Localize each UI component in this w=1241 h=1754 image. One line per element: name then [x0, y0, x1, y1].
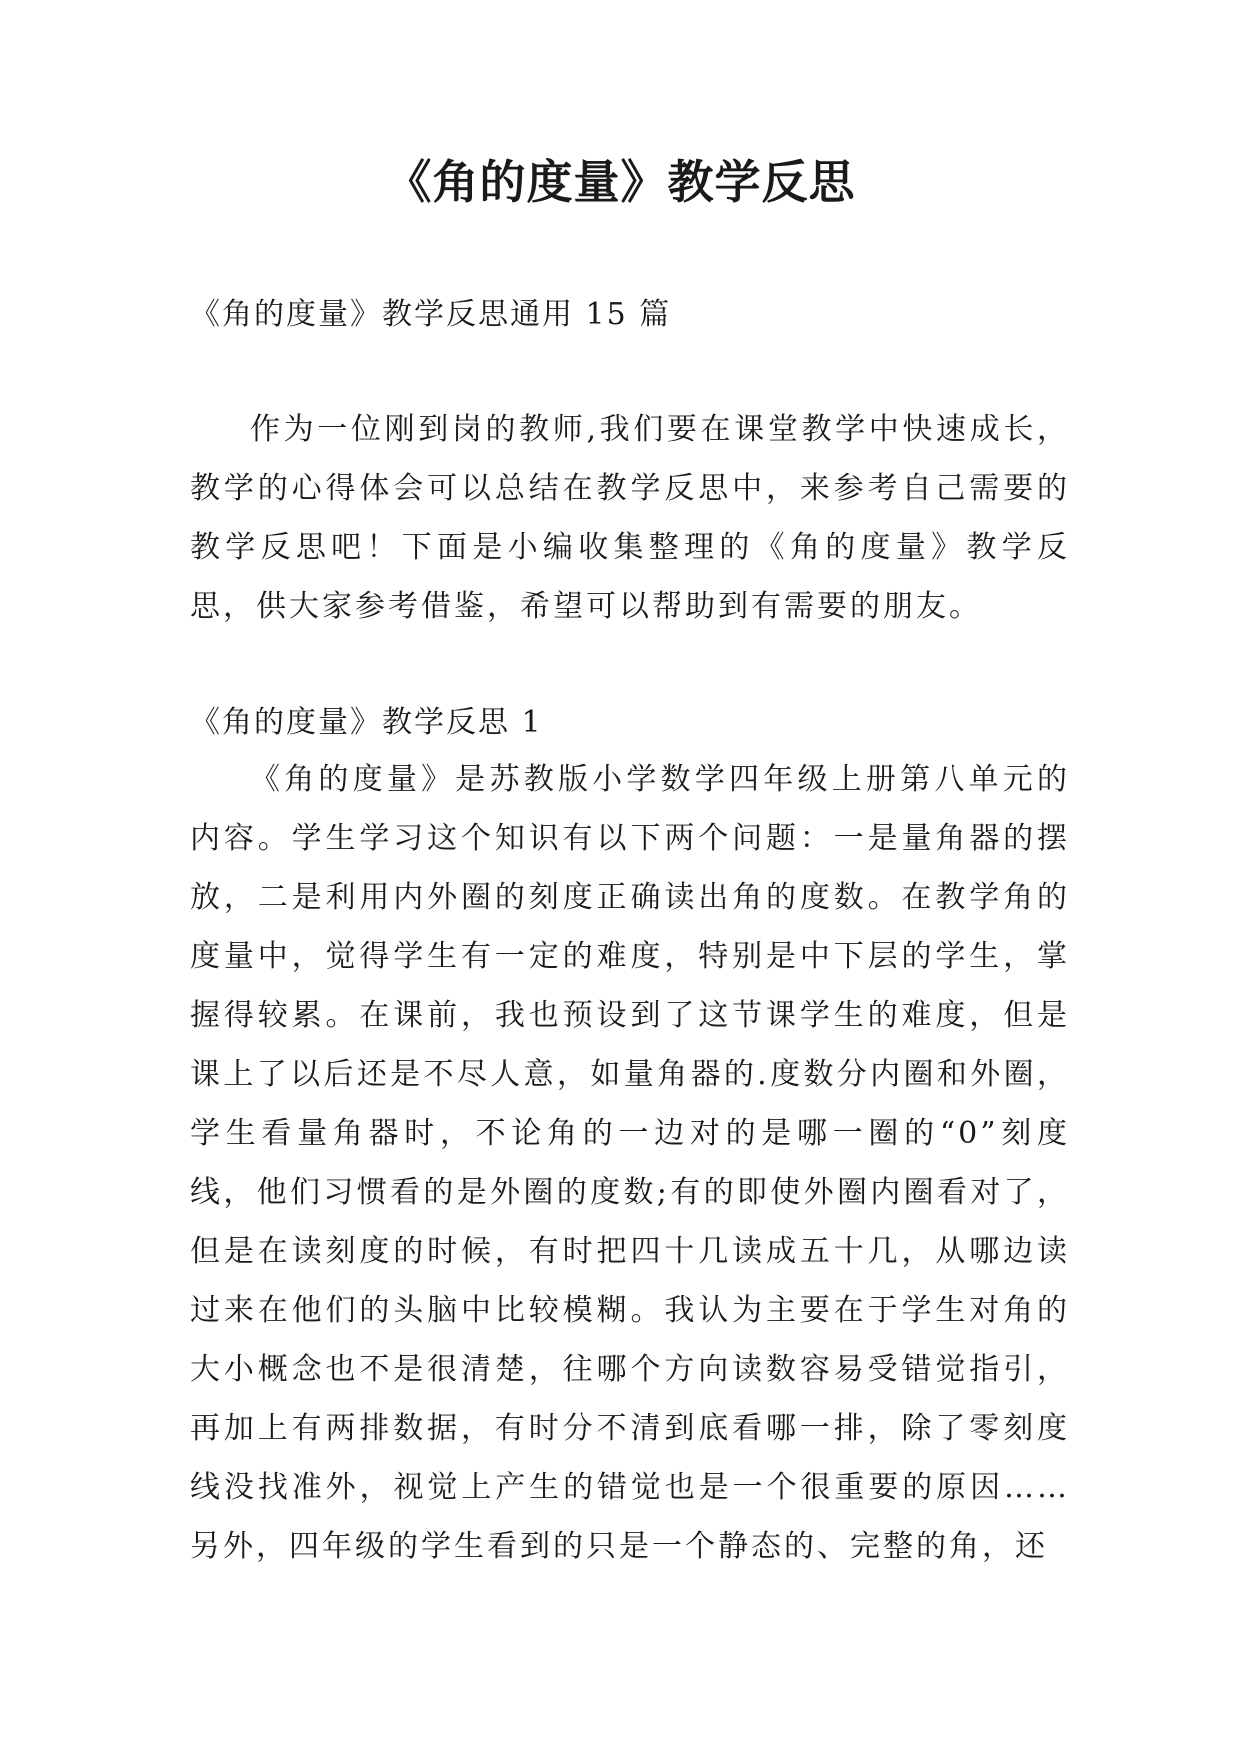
intro-paragraph: 作为一位刚到岗的教师,我们要在课堂教学中快速成长，教学的心得体会可以总结在教学反思中，来参考自己需要的教学反思吧！下面是小编收集整理的《角的度量》教学反思，供大家参考借鉴，希望可以帮助到有需要的朋友。: [190, 412, 1070, 624]
document-subtitle: 《角的度量》教学反思通用 15 篇: [190, 297, 672, 332]
section-body-1: 《角的度量》是苏教版小学数学四年级上册第八单元的内容。学生学习这个知识有以下两个问题：一是量角器的摆放，二是利用内外圈的刻度正确读出角的度数。在教学角的度量中，觉得学生有一定的难度，特别是中下层的学生，掌握得较累。在课前，我也预设到了这节课学生的难度，但是课上了以后还是不尽人意，如量角器的.度数分内圈和外圈，学生看量角器时，不论角的一边对的是哪一圈的“0”刻度线，他们习惯看的是外圈的度数;有的即使外圈内圈看对了，但是在读刻度的时候，有时把四十几读成五十几，从哪边读过来在他们的头脑中比较模糊。我认为主要在于学生对角的大小概念也不是很清楚，往哪个方向读数容易受错觉指引，再加上有两排数据，有时分不清到底看哪一排，除了零刻度线没找准外，视觉上产生的错觉也是一个很重要的原因……另外，四年级的学生看到的只是一个静态的、完整的角，还: [190, 762, 1070, 1564]
document-title: 《角的度量》教学反思: [385, 155, 856, 209]
section-heading-1: 《角的度量》教学反思 1: [190, 705, 543, 740]
